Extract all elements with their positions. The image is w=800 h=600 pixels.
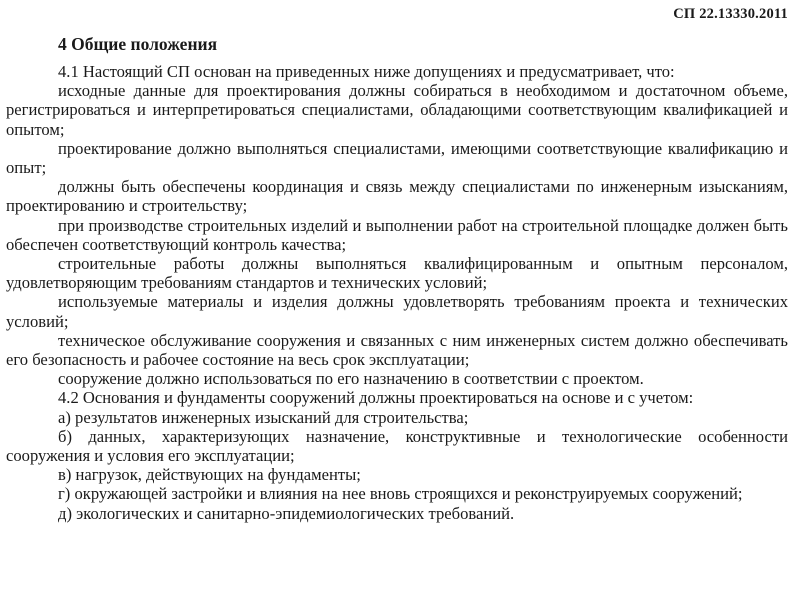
list-item: б) данных, характеризующих назначение, конструктивные и технологические особенности сооружения и условия его эксплуатации;: [6, 426, 788, 466]
list-item: должны быть обеспечены координация и связь между специалистами по инженерным изысканиям, проектированию и строительству;: [6, 177, 788, 216]
list-item: д) экологических и санитарно-эпидемиологических требований.: [58, 503, 515, 523]
list-item: сооружение должно использоваться по его назначению в соответствии с проектом.: [58, 369, 644, 389]
section-title: 4 Общие положения: [58, 34, 218, 54]
list-item: исходные данные для проектирования должны собираться в необходимом и достаточном объеме, регистрироваться и интерпретироваться специалистами, обладающими соответствующим квалификацией и опытом;: [6, 81, 788, 139]
section-body: [6, 62, 788, 523]
list-item: а) результатов инженерных изысканий для строительства;: [58, 407, 469, 427]
list-item: в) нагрузок, действующих на фундаменты;: [58, 465, 361, 485]
document-code: СП 22.13330.2011: [673, 6, 788, 22]
list-item: техническое обслуживание сооружения и связанных с ним инженерных систем должно обеспечивать его безопасность и рабочее состояние на весь срок эксплуатации;: [6, 330, 788, 370]
list-item: строительные работы должны выполняться квалифицированным и опытным персоналом, удовлетворяющим требованиям стандартов и технических условий;: [6, 254, 788, 293]
list-item: проектирование должно выполняться специалистами, имеющими соответствующие квалификацию и опыт;: [6, 138, 788, 178]
list-item: используемые материалы и изделия должны удовлетворять требованиям проекта и технических условий;: [6, 292, 788, 331]
paragraph-4-1-intro: 4.1 Настоящий СП основан на приведенных ниже допущениях и предусматривает, что:: [58, 62, 675, 81]
paragraph-4-2-intro: 4.2 Основания и фундаменты сооружений должны проектироваться на основе и с учетом:: [58, 388, 694, 408]
list-item: при производстве строительных изделий и выполнении работ на строительной площадке должен быть обеспечен соответствующий контроль качества;: [6, 215, 788, 254]
list-item: г) окружающей застройки и влияния на нее вновь строящихся и реконструируемых сооружений;: [58, 484, 743, 504]
